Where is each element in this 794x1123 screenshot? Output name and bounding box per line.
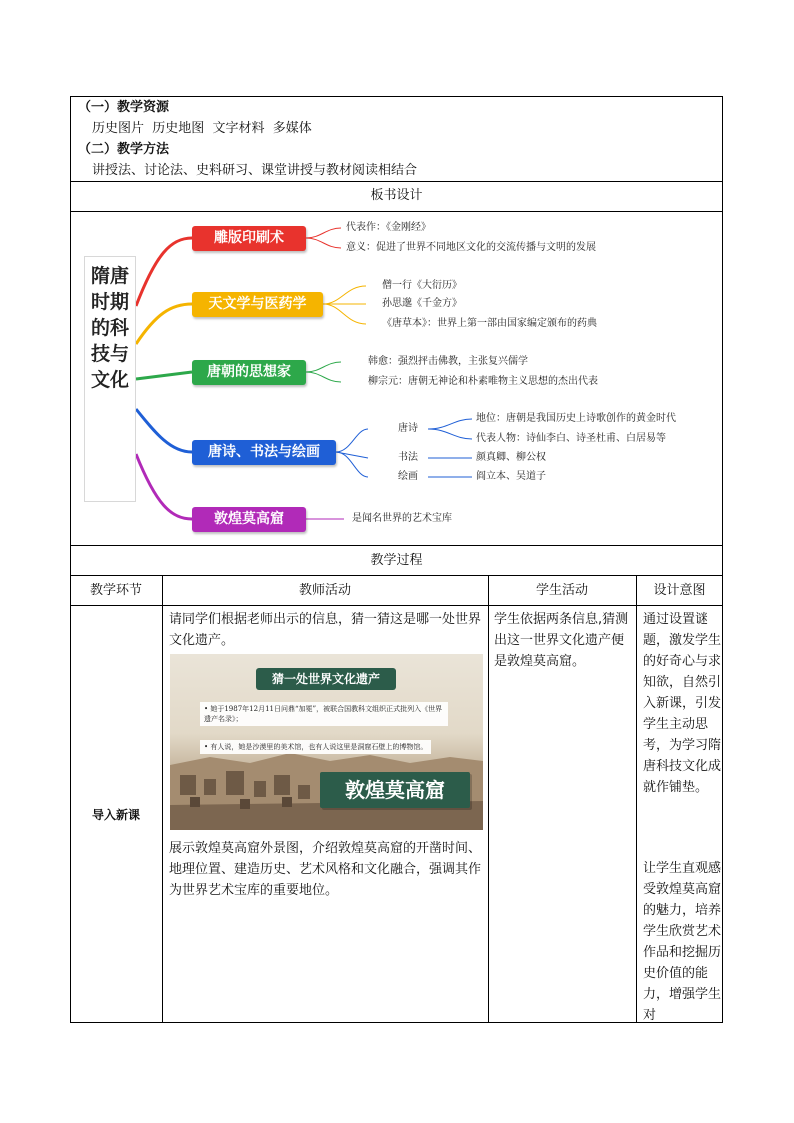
sub-branch-label: 唐诗	[398, 423, 418, 434]
board-header: 板书设计	[370, 188, 423, 203]
column-header: 设计意图	[653, 583, 706, 598]
leaf-text: 地位：唐朝是我国历史上诗歌创作的黄金时代	[476, 413, 676, 424]
column-header: 教师活动	[298, 583, 351, 598]
student-activity: 学生依据两条信息,猜测出这一世界文化遗产便是敦煌莫高窟。	[494, 612, 629, 669]
design-intent-detail: 让学生直观感受敦煌莫高窟的魅力，培养学生欣赏艺术作品和挖掘历史价值的能力，增强学生对	[643, 861, 722, 1023]
mogao-caves-picture	[170, 654, 483, 830]
teacher-activity-intro: 请同学们根据老师出示的信息，猜一猜这是哪一处世界文化遗产。	[169, 612, 482, 648]
sub-branch-label: 书法	[398, 452, 418, 463]
branch-printing: 雕版印刷术	[192, 226, 306, 251]
resources-heading: （一）教学资源	[78, 100, 170, 115]
column-divider	[162, 575, 163, 1023]
leaf-text: 代表人物：诗仙李白、诗圣杜甫、白居易等	[476, 433, 666, 444]
branch-thinkers: 唐朝的思想家	[192, 360, 306, 385]
column-divider	[636, 575, 637, 1023]
picture-note: • 有人说，她是沙漠里的美术馆，也有人说这里是洞窟石壁上的博物馆。	[200, 740, 431, 754]
column-header: 学生活动	[535, 583, 588, 598]
row-divider	[70, 545, 723, 546]
row-divider	[70, 605, 723, 606]
branch-poetry-calligraphy-painting: 唐诗、书法与绘画	[192, 440, 336, 465]
leaf-text: 颜真卿、柳公权	[476, 452, 546, 463]
picture-banner: 猜一处世界文化遗产	[256, 668, 396, 690]
leaf-text: 孙思邈《千金方》	[382, 298, 462, 309]
leaf-text: 僧一行《大衍历》	[382, 280, 462, 291]
picture-title: 敦煌莫高窟	[320, 772, 470, 808]
board-title-box	[84, 256, 136, 502]
leaf-text: 是闻名世界的艺术宝库	[352, 513, 452, 524]
stage-label: 导入新课	[91, 808, 140, 822]
leaf-text: 《唐草本》：世界上第一部由国家编定颁布的药典	[382, 318, 597, 329]
methods-content: 讲授法、讨论法、史料研习、课堂讲授与教材阅读相结合	[92, 163, 418, 178]
column-header: 教学环节	[89, 583, 142, 598]
leaf-text: 韩愈：强烈抨击佛教，主张复兴儒学	[368, 356, 528, 367]
teacher-activity-detail: 展示敦煌莫高窟外景图，介绍敦煌莫高窟的开凿时间、地理位置、建造历史、艺术风格和文化融合，强调其作为世界艺术宝库的重要地位。	[169, 841, 482, 898]
column-divider	[488, 575, 489, 1023]
process-header: 教学过程	[370, 553, 423, 568]
row-divider	[70, 181, 723, 182]
picture-note: • 她于1987年12月11日问鼎“加冕”，被联合国教科文组织正式批列入《世界遗产名录》；	[200, 702, 448, 726]
leaf-text: 意义：促进了世界不同地区文化的交流传播与文明的发展	[346, 242, 596, 253]
leaf-text: 代表作：《金刚经》	[346, 222, 431, 233]
branch-mogao-caves: 敦煌莫高窟	[192, 507, 306, 532]
leaf-text: 柳宗元：唐朝无神论和朴素唯物主义思想的杰出代表	[368, 376, 598, 387]
branch-astronomy-medicine: 天文学与医药学	[192, 292, 323, 317]
methods-heading: （二）教学方法	[78, 142, 170, 157]
board-title: 隋唐时期的科技与文化	[90, 265, 129, 391]
design-intent-intro: 通过设置谜题，激发学生的好奇心与求知欲，自然引入新课，引发学生主动思考，为学习隋唐科技文化成就作铺垫。	[643, 612, 722, 795]
resources-content: 历史图片 历史地图 文字材料 多媒体	[92, 121, 312, 136]
board-mindmap	[76, 214, 717, 541]
row-divider	[70, 211, 723, 212]
row-divider	[70, 575, 723, 576]
leaf-text: 阎立本、吴道子	[476, 471, 546, 482]
sub-branch-label: 绘画	[398, 471, 418, 482]
